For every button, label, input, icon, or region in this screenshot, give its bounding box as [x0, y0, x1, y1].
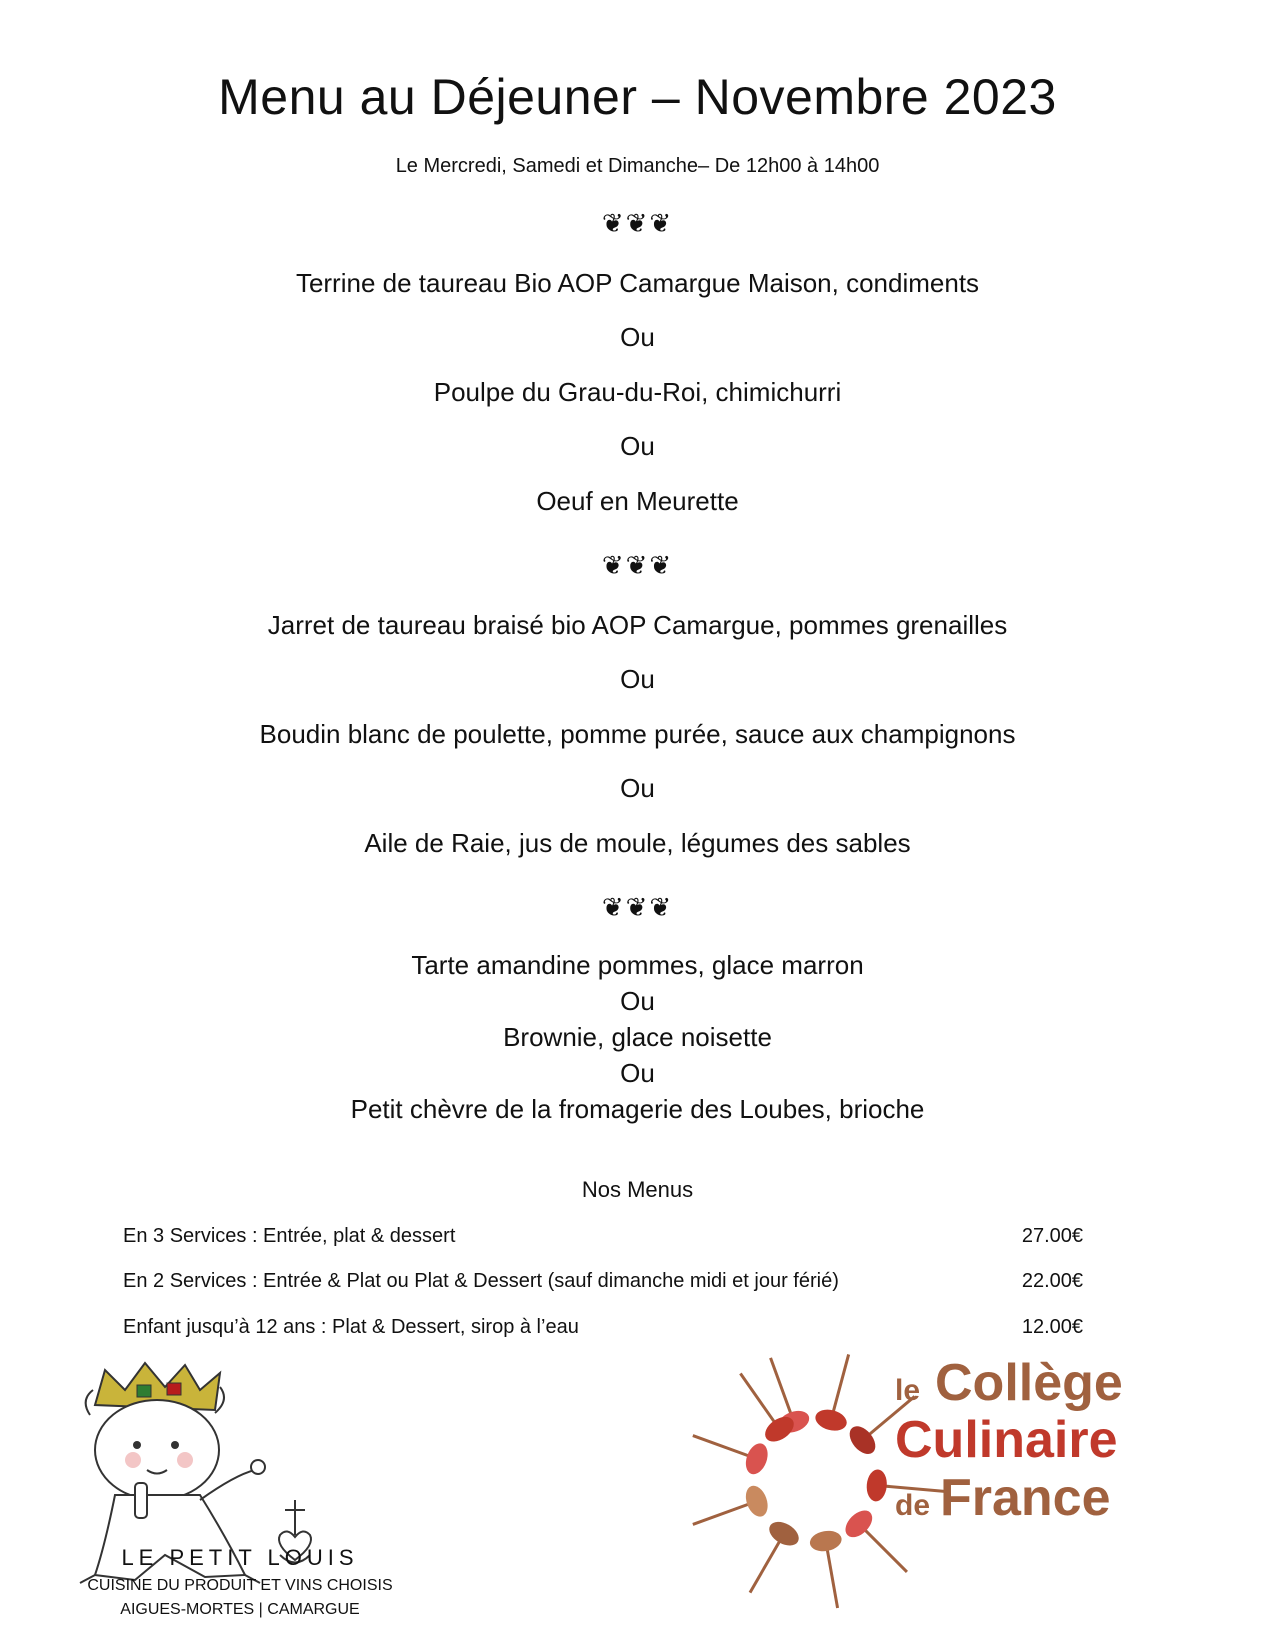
ornament-divider: ❦❦❦ [601, 892, 674, 922]
main-item: Boudin blanc de poulette, pomme purée, sauce aux champignons [259, 719, 1016, 749]
menu-price: 22.00€ [1021, 1270, 1083, 1292]
starter-item: Oeuf en Meurette [536, 486, 739, 516]
dessert-item: Petit chèvre de la fromagerie des Loubes, brioche [350, 1094, 925, 1124]
menu-price: 12.00€ [1021, 1316, 1083, 1338]
svg-text:le: le [895, 1374, 921, 1407]
petit-louis-logo-icon [75, 1345, 395, 1645]
menu-price: 27.00€ [1021, 1225, 1083, 1247]
or-separator: Ou [620, 1058, 655, 1088]
menu-label: En 2 Services : Entrée & Plat ou Plat & Dessert (sauf dimanche midi et jour férié) [123, 1270, 839, 1292]
or-separator: Ou [620, 322, 655, 352]
main-item: Jarret de taureau braisé bio AOP Camargue, pommes grenailles [267, 610, 1008, 640]
ornament-divider: ❦❦❦ [601, 550, 674, 580]
svg-text:France: France [940, 1469, 1111, 1527]
price-row [123, 1225, 1083, 1255]
dessert-item: Tarte amandine pommes, glace marron [411, 950, 864, 980]
main-item: Aile de Raie, jus de moule, légumes des sables [364, 828, 911, 858]
svg-text:Culinaire: Culinaire [895, 1411, 1118, 1469]
or-separator: Ou [620, 773, 655, 803]
logo-tagline: CUISINE DU PRODUIT ET VINS CHOISIS [87, 1577, 393, 1594]
service-hours: Le Mercredi, Samedi et Dimanche– De 12h00 à 14h00 [395, 155, 880, 177]
or-separator: Ou [620, 986, 655, 1016]
starter-item: Poulpe du Grau-du-Roi, chimichurri [433, 377, 842, 407]
ornament-divider: ❦❦❦ [601, 208, 674, 238]
starter-item: Terrine de taureau Bio AOP Camargue Maison, condiments [295, 268, 980, 298]
logo-name: LE PETIT LOUIS [121, 1545, 359, 1570]
college-culinaire-logo-icon [690, 1330, 1160, 1630]
menu-label: En 3 Services : Entrée, plat & dessert [123, 1225, 456, 1247]
dessert-item: Brownie, glace noisette [503, 1022, 772, 1052]
page-title: Menu au Déjeuner – Novembre 2023 [218, 69, 1057, 125]
menus-heading: Nos Menus [581, 1177, 694, 1202]
price-row [123, 1270, 1083, 1300]
svg-text:de: de [895, 1489, 931, 1522]
or-separator: Ou [620, 431, 655, 461]
or-separator: Ou [620, 664, 655, 694]
logo-tagline: AIGUES-MORTES | CAMARGUE [120, 1601, 360, 1618]
svg-text:Collège: Collège [935, 1354, 1123, 1412]
menu-label: Enfant jusqu’à 12 ans : Plat & Dessert, sirop à l’eau [123, 1316, 579, 1338]
